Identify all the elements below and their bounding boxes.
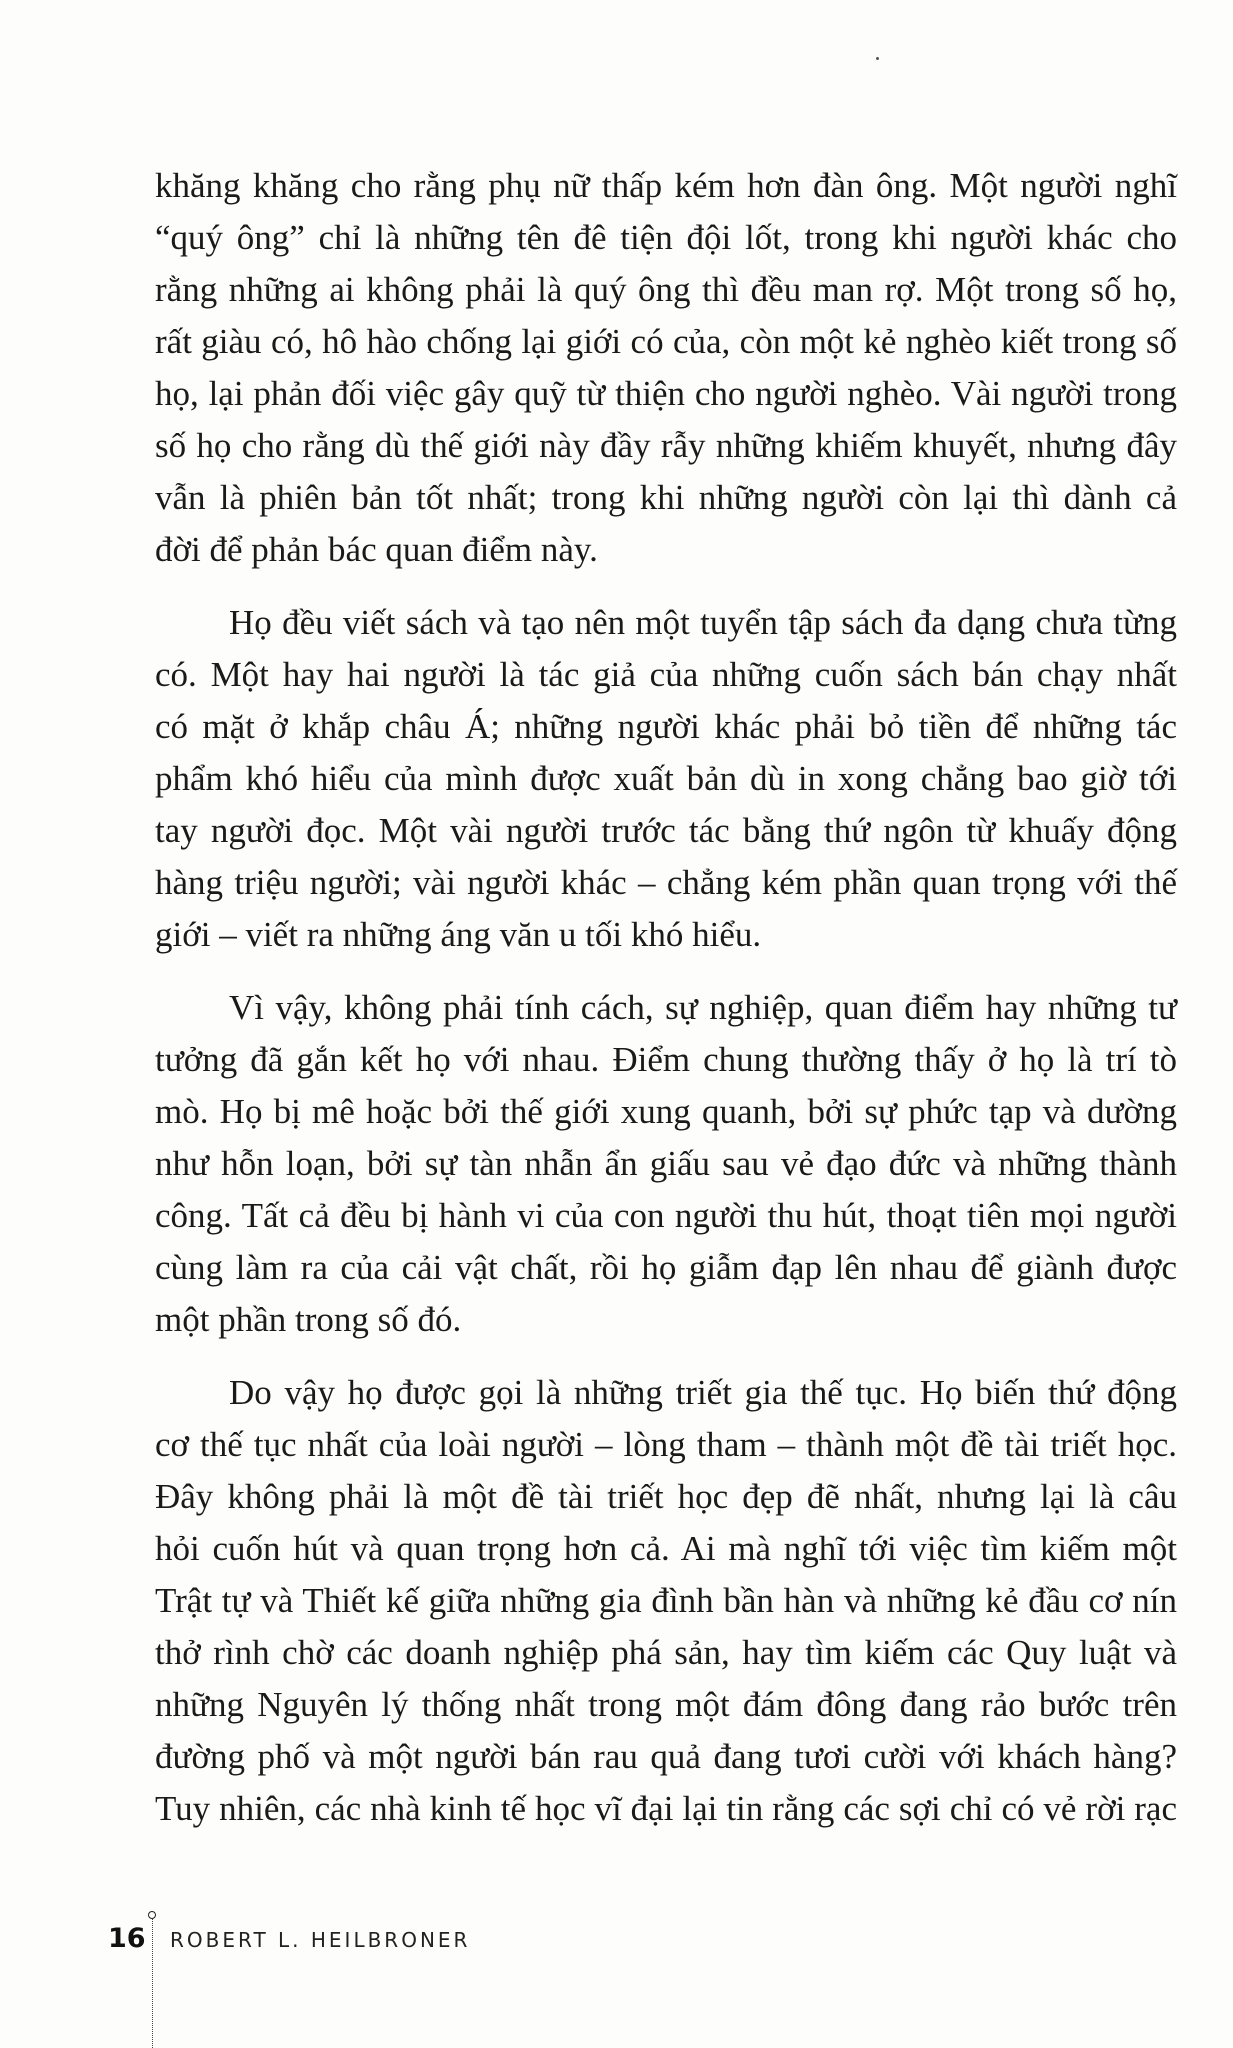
text-line: Vì vậy, không phải tính cách, sự nghiệp, quan điểm hay những tư [229,988,1177,1027]
text-line: cơ thế tục nhất của loài người – lòng tham – thành một đề tài triết học. [155,1425,1177,1464]
text-line: Họ đều viết sách và tạo nên một tuyển tập sách đa dạng chưa từng [229,603,1177,642]
text-line: “quý ông” chỉ là những tên đê tiện đội lốt, trong khi người khác cho [155,218,1177,257]
text-line: cùng làm ra của cải vật chất, rồi họ giẫm đạp lên nhau để giành được [155,1248,1177,1287]
text-line: số họ cho rằng dù thế giới này đầy rẫy những khiếm khuyết, nhưng đây [155,426,1177,465]
text-line: rất giàu có, hô hào chống lại giới có của, còn một kẻ nghèo kiết trong số [155,322,1177,361]
text-line: tưởng đã gắn kết họ với nhau. Điểm chung thường thấy ở họ là trí tò [155,1040,1177,1079]
page-number: 16 [108,1923,146,1954]
text-line: công. Tất cả đều bị hành vi của con người thu hút, thoạt tiên mọi người [155,1196,1177,1235]
scan-speck [876,57,879,60]
paragraph [155,597,1177,961]
footer-dotted-rule [152,1919,153,2048]
text-line: có mặt ở khắp châu Á; những người khác phải bỏ tiền để những tác [155,707,1177,746]
page-body [155,160,1177,1856]
text-line: rằng những ai không phải là quý ông thì đều man rợ. Một trong số họ, [155,270,1177,309]
text-line: Trật tự và Thiết kế giữa những gia đình bần hàn và những kẻ đầu cơ nín [155,1581,1177,1620]
text-line: có. Một hay hai người là tác giả của những cuốn sách bán chạy nhất [155,655,1177,694]
text-line: Tuy nhiên, các nhà kinh tế học vĩ đại lại tin rằng các sợi chỉ có vẻ rời rạc [155,1789,1177,1828]
text-line: một phần trong số đó. [155,1300,462,1339]
paragraph [155,160,1177,576]
text-line: hàng triệu người; vài người khác – chẳng kém phần quan trọng với thế [155,863,1177,902]
text-line: Do vậy họ được gọi là những triết gia thế tục. Họ biến thứ động [229,1373,1177,1412]
text-line: khăng khăng cho rằng phụ nữ thấp kém hơn đàn ông. Một người nghĩ [155,166,1177,205]
text-line: mò. Họ bị mê hoặc bởi thế giới xung quanh, bởi sự phức tạp và dường [155,1092,1177,1131]
text-line: giới – viết ra những áng văn u tối khó hiểu. [155,915,762,954]
page-footer [0,1905,1233,2048]
text-line: hỏi cuốn hút và quan trọng hơn cả. Ai mà nghĩ tới việc tìm kiếm một [155,1529,1177,1568]
text-line: phẩm khó hiểu của mình được xuất bản dù in xong chẳng bao giờ tới [155,759,1177,798]
text-line: vẫn là phiên bản tốt nhất; trong khi những người còn lại thì dành cả [155,478,1177,517]
text-line: họ, lại phản đối việc gây quỹ từ thiện cho người nghèo. Vài người trong [155,374,1177,413]
running-head-author: ROBERT L. HEILBRONER [170,1928,471,1952]
text-line: đường phố và một người bán rau quả đang tươi cười với khách hàng? [155,1737,1177,1776]
paragraph [155,982,1177,1346]
text-line: đời để phản bác quan điểm này. [155,530,598,569]
paragraph [155,1367,1177,1835]
text-line: tay người đọc. Một vài người trước tác bằng thứ ngôn từ khuấy động [155,811,1177,850]
footer-circle-ornament [148,1911,156,1919]
text-line: Đây không phải là một đề tài triết học đẹp đẽ nhất, nhưng lại là câu [155,1477,1177,1516]
text-line: những Nguyên lý thống nhất trong một đám đông đang rảo bước trên [155,1685,1177,1724]
text-line: như hỗn loạn, bởi sự tàn nhẫn ẩn giấu sau vẻ đạo đức và những thành [155,1144,1177,1183]
text-line: thở rình chờ các doanh nghiệp phá sản, hay tìm kiếm các Quy luật và [155,1633,1177,1672]
